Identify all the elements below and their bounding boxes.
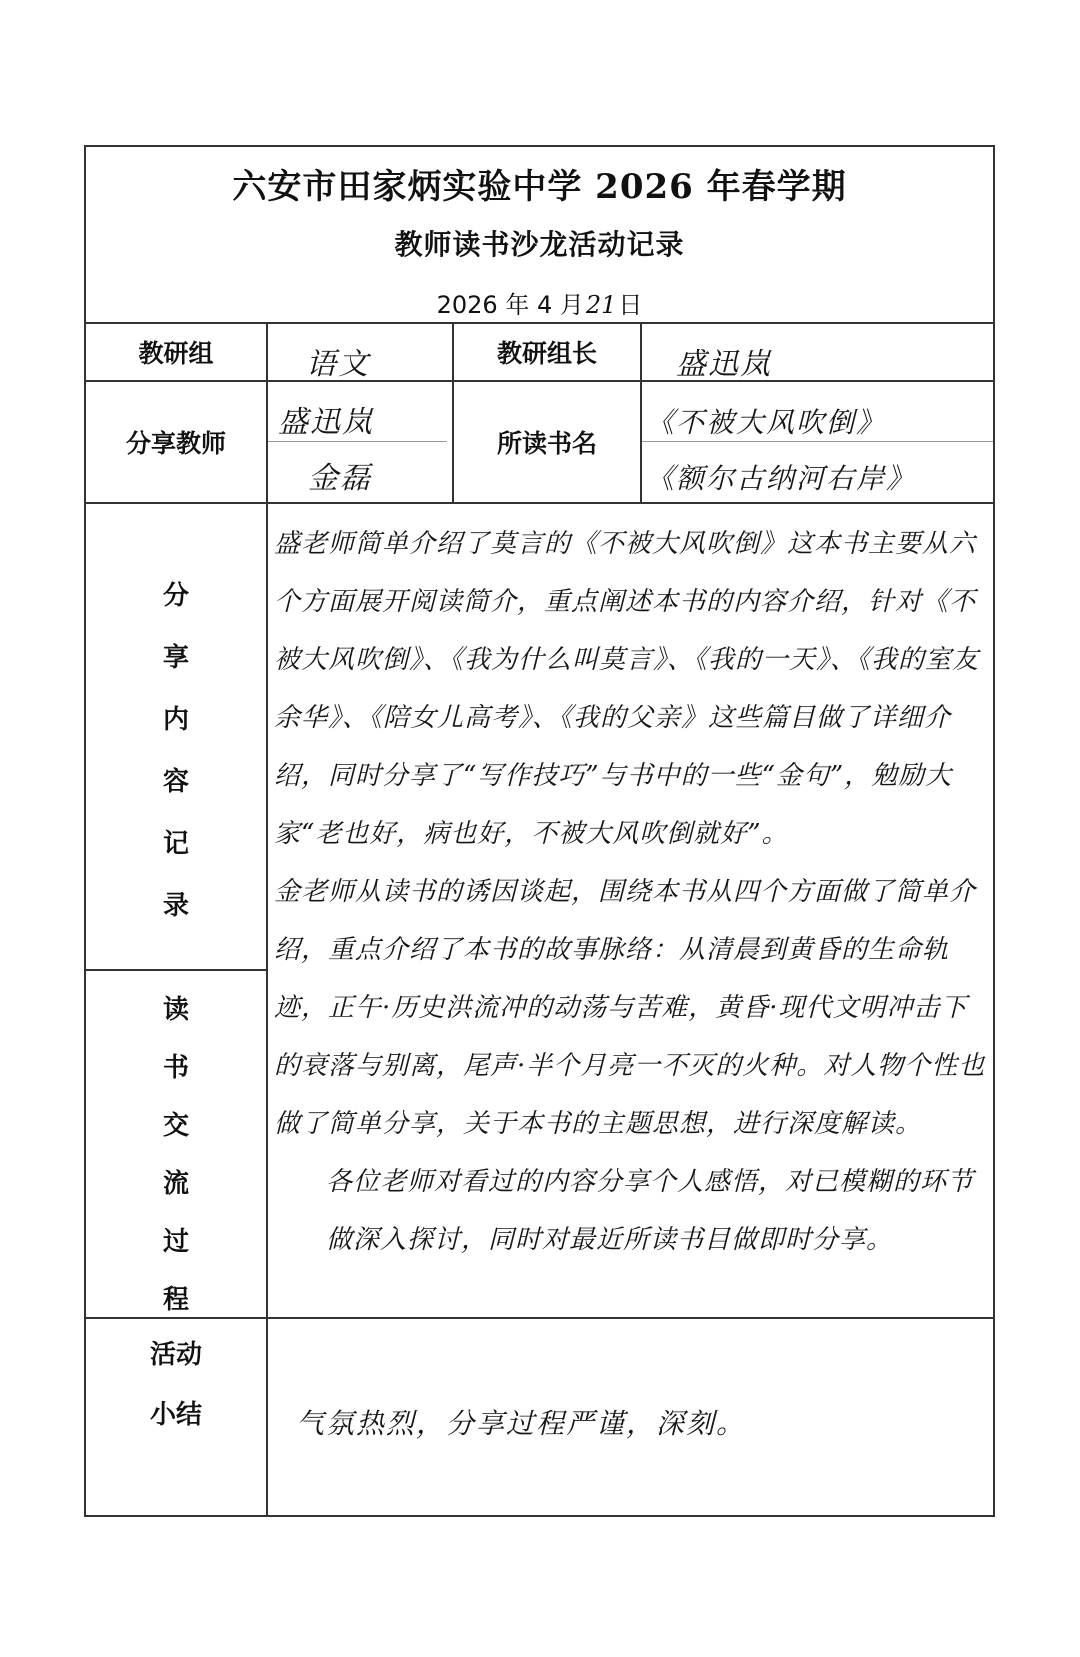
process-label-char: 交 (162, 1111, 189, 1141)
process-label-char: 书 (162, 1053, 189, 1083)
process-label-char: 流 (162, 1169, 189, 1199)
book-value-2: 《额尔古纳河右岸》 (646, 462, 917, 495)
group-label: 教研组 (138, 339, 214, 368)
grid-line (640, 322, 642, 502)
leader-label: 教研组长 (496, 339, 597, 368)
content-label-char: 内 (162, 705, 189, 735)
body-paragraph: 盛老师简单介绍了莫言的《不被大风吹倒》这本书主要从六个方面展开阅读简介，重点阐述本书的内容介绍，针对《不被大风吹倒》、《我为什么叫莫言》、《我的一天》、《我的室友余华》、《陪女儿高考》、《我的父亲》这些篇目做了详细介绍，同时分享了“写作技巧”与书中的一些“金句”，勉励大家“老也好，病也好，不被大风吹倒就好”。 (274, 529, 980, 849)
grid-line (86, 969, 268, 971)
page-title: 六安市田家炳实验中学 2026 年春学期 (232, 167, 847, 207)
content-label-char: 容 (162, 767, 189, 797)
group-value: 语文 (306, 347, 370, 382)
process-label-char: 读 (162, 995, 189, 1025)
exchange-process-label (156, 981, 196, 1329)
record-date (86, 285, 993, 320)
teacher-label: 分享教师 (125, 429, 226, 458)
book-label: 所读书名 (496, 429, 597, 458)
process-label-char: 程 (162, 1285, 189, 1315)
grid-line (86, 1317, 993, 1319)
content-label-char: 记 (162, 829, 189, 859)
summary-label (126, 1325, 226, 1445)
date-suffix: 日 (618, 291, 643, 319)
book-value-1: 《不被大风吹倒》 (646, 406, 887, 439)
content-label-char: 分 (162, 581, 189, 611)
teacher-value-1: 盛迅岚 (278, 405, 374, 440)
record-form (84, 145, 995, 1517)
body-paragraph: 金老师从读书的诱因谈起，围绕本书从四个方面做了简单介绍，重点介绍了本书的故事脉络：从清晨到黄昏的生命轨迹，正午·历史洪流冲的动荡与苦难，黄昏·现代文明冲击下的衰落与别离，尾声·半个月亮一不灭的火种。对人物个性也做了简单分享，关于本书的主题思想，进行深度解读。 (274, 877, 986, 1139)
date-year-month: 2026 年 4 月 (436, 291, 584, 319)
teacher-divider (268, 441, 447, 442)
grid-line (266, 322, 268, 1517)
content-label-char: 享 (162, 643, 189, 673)
book-divider (642, 441, 993, 442)
process-label-char: 过 (162, 1227, 189, 1257)
content-record-label (156, 565, 196, 937)
leader-value: 盛迅岚 (676, 347, 772, 382)
teacher-value-2: 金磊 (308, 461, 372, 496)
summary-label-line: 活动 (149, 1340, 202, 1370)
body-paragraph: 各位老师对看过的内容分享个人感悟，对已模糊的环节做深入探讨，同时对最近所读书目做即时分享。 (326, 1167, 975, 1255)
summary-text: 气氛热烈，分享过程严谨，深刻。 (296, 1407, 747, 1440)
content-label-char: 录 (162, 891, 189, 921)
grid-line (86, 502, 993, 504)
summary-label-line: 小结 (149, 1400, 202, 1430)
record-body (274, 515, 986, 1269)
date-day: 21 (585, 291, 617, 319)
page-subtitle: 教师读书沙龙活动记录 (394, 228, 685, 261)
